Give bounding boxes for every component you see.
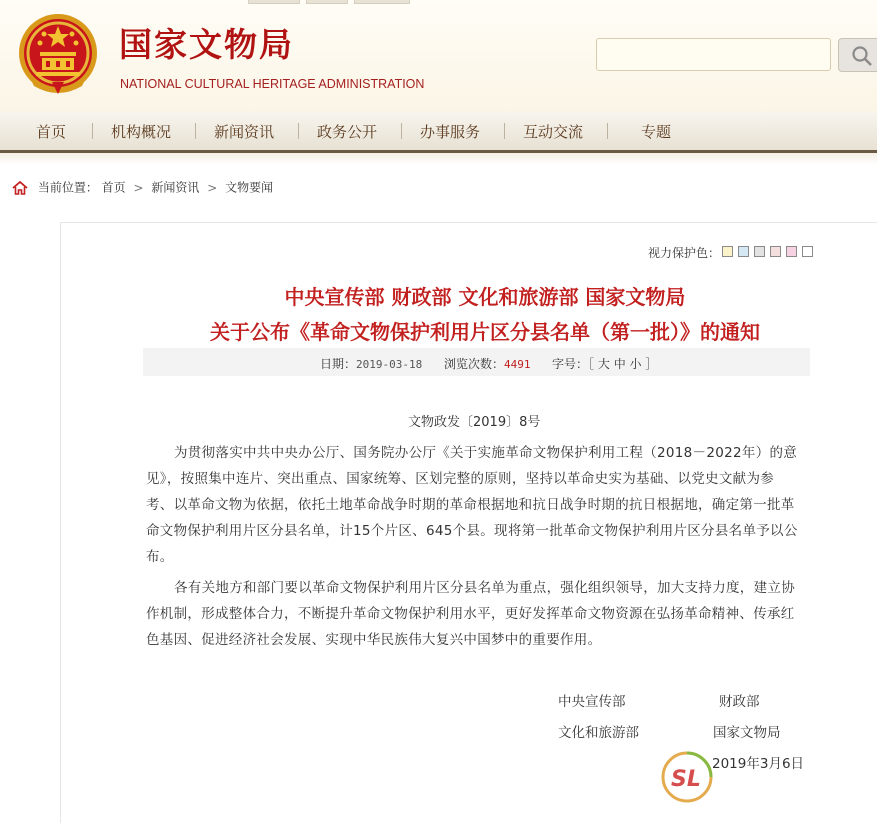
- font-size-large-button[interactable]: 大: [597, 357, 610, 371]
- paragraph-1-line: 为贯彻落实中共中央办公厅、国务院办公厅《关于实施革命文物保护利用工程（2018－2022年）的意: [174, 445, 798, 461]
- document-number: 文物政发〔2019〕8号: [408, 415, 541, 430]
- breadcrumb-separator: >: [207, 180, 218, 195]
- signatory-publicity-dept: 中央宣传部: [558, 694, 626, 710]
- watermark-text: SL: [671, 767, 701, 792]
- nav-separator: [504, 123, 505, 139]
- main-nav: [0, 112, 877, 153]
- paragraph-1-line: 考、以革命文物为依据，依托土地革命战争时期的革命根据地和抗日战争时期的抗日根据地，确定第一批革: [146, 497, 795, 513]
- search-button[interactable]: [838, 38, 877, 72]
- article-views: [444, 355, 531, 372]
- paragraph-1-line: 见》，按照集中连片、突出重点、国家统筹、区划完整的原则，坚持以革命史实为基础、以党史文献为参: [146, 471, 775, 487]
- breadcrumb: [12, 178, 273, 196]
- nav-separator: [298, 123, 299, 139]
- paragraph-2-line: 色基因、促进经济社会发展、实现中华民族伟大复兴中国梦中的重要作用。: [146, 632, 602, 648]
- nav-separator: [92, 123, 93, 139]
- signatory-culture-tourism-ministry: 文化和旅游部: [558, 725, 639, 741]
- breadcrumb-home[interactable]: 首页: [101, 180, 126, 195]
- breadcrumb-prefix: 当前位置：: [37, 180, 98, 195]
- watermark-logo-icon: [660, 750, 714, 804]
- nav-separator: [195, 123, 196, 139]
- eye-color-swatch[interactable]: [770, 246, 781, 257]
- nav-item-topics[interactable]: 专题: [641, 123, 672, 141]
- national-emblem-icon[interactable]: [16, 12, 100, 98]
- eye-color-swatch[interactable]: [786, 246, 797, 257]
- eye-color-swatch[interactable]: [802, 246, 813, 257]
- top-tab[interactable]: [354, 0, 410, 4]
- font-size-medium-button[interactable]: 中: [613, 357, 626, 371]
- paragraph-1-line: 命文物保护利用片区分县名单，计15个片区、645个县。现将第一批革命文物保护利用片区分县名单予以公: [146, 523, 798, 539]
- date-value: 2019-03-18: [356, 358, 423, 371]
- nav-separator: [401, 123, 402, 139]
- paragraph-2-line: 各有关地方和部门要以革命文物保护利用片区分县名单为重点，强化组织领导，加大支持力度，建立协: [174, 580, 795, 596]
- site-subtitle: NATIONAL CULTURAL HERITAGE ADMINISTRATION: [120, 77, 425, 91]
- eye-color-swatch[interactable]: [722, 246, 733, 257]
- date-label: 日期：: [320, 357, 357, 371]
- search-icon: [851, 45, 873, 67]
- eye-color-swatch[interactable]: [738, 246, 749, 257]
- font-size-control: [552, 355, 657, 372]
- signatory-heritage-administration: 国家文物局: [713, 725, 781, 741]
- nav-item-interaction[interactable]: 互动交流: [523, 123, 584, 141]
- eye-color-swatch[interactable]: [754, 246, 765, 257]
- breadcrumb-current[interactable]: 文物要闻: [225, 180, 274, 195]
- font-size-small-button[interactable]: 小: [629, 357, 642, 371]
- nav-item-services[interactable]: 办事服务: [420, 123, 481, 141]
- site-header: [0, 0, 877, 112]
- font-size-label: 字号：: [552, 357, 589, 371]
- vision-protection-label: 视力保护色：: [648, 246, 721, 260]
- top-tab[interactable]: [248, 0, 300, 4]
- views-label: 浏览次数：: [444, 357, 505, 371]
- nav-item-home[interactable]: 首页: [36, 123, 67, 141]
- nav-separator: [607, 123, 608, 139]
- home-icon: [12, 181, 28, 195]
- paragraph-1-line: 布。: [146, 549, 174, 565]
- nav-item-government-affairs[interactable]: 政务公开: [317, 123, 378, 141]
- site-title: 国家文物局: [119, 25, 294, 64]
- article-title-line-2: 关于公布《革命文物保护利用片区分县名单（第一批）》的通知: [210, 320, 760, 344]
- signatory-finance-ministry: 财政部: [719, 694, 760, 710]
- nav-shadow: [0, 153, 877, 165]
- top-tab[interactable]: [306, 0, 348, 4]
- nav-item-news[interactable]: 新闻资讯: [214, 123, 275, 141]
- bracket-close: ］: [645, 357, 658, 371]
- views-count: 4491: [504, 358, 531, 371]
- article-date: [320, 355, 422, 372]
- search-input[interactable]: [596, 38, 831, 71]
- breadcrumb-separator: >: [133, 180, 144, 195]
- bracket-open: ［: [588, 357, 595, 371]
- nav-item-about[interactable]: 机构概况: [111, 123, 172, 141]
- signing-date: 2019年3月6日: [712, 756, 805, 772]
- paragraph-2-line: 作机制，形成整体合力，不断提升革命文物保护利用水平，更好发挥革命文物资源在弘扬革命精神、传承红: [146, 606, 795, 622]
- article-title-line-1: 中央宣传部 财政部 文化和旅游部 国家文物局: [284, 285, 686, 309]
- breadcrumb-news[interactable]: 新闻资讯: [151, 180, 200, 195]
